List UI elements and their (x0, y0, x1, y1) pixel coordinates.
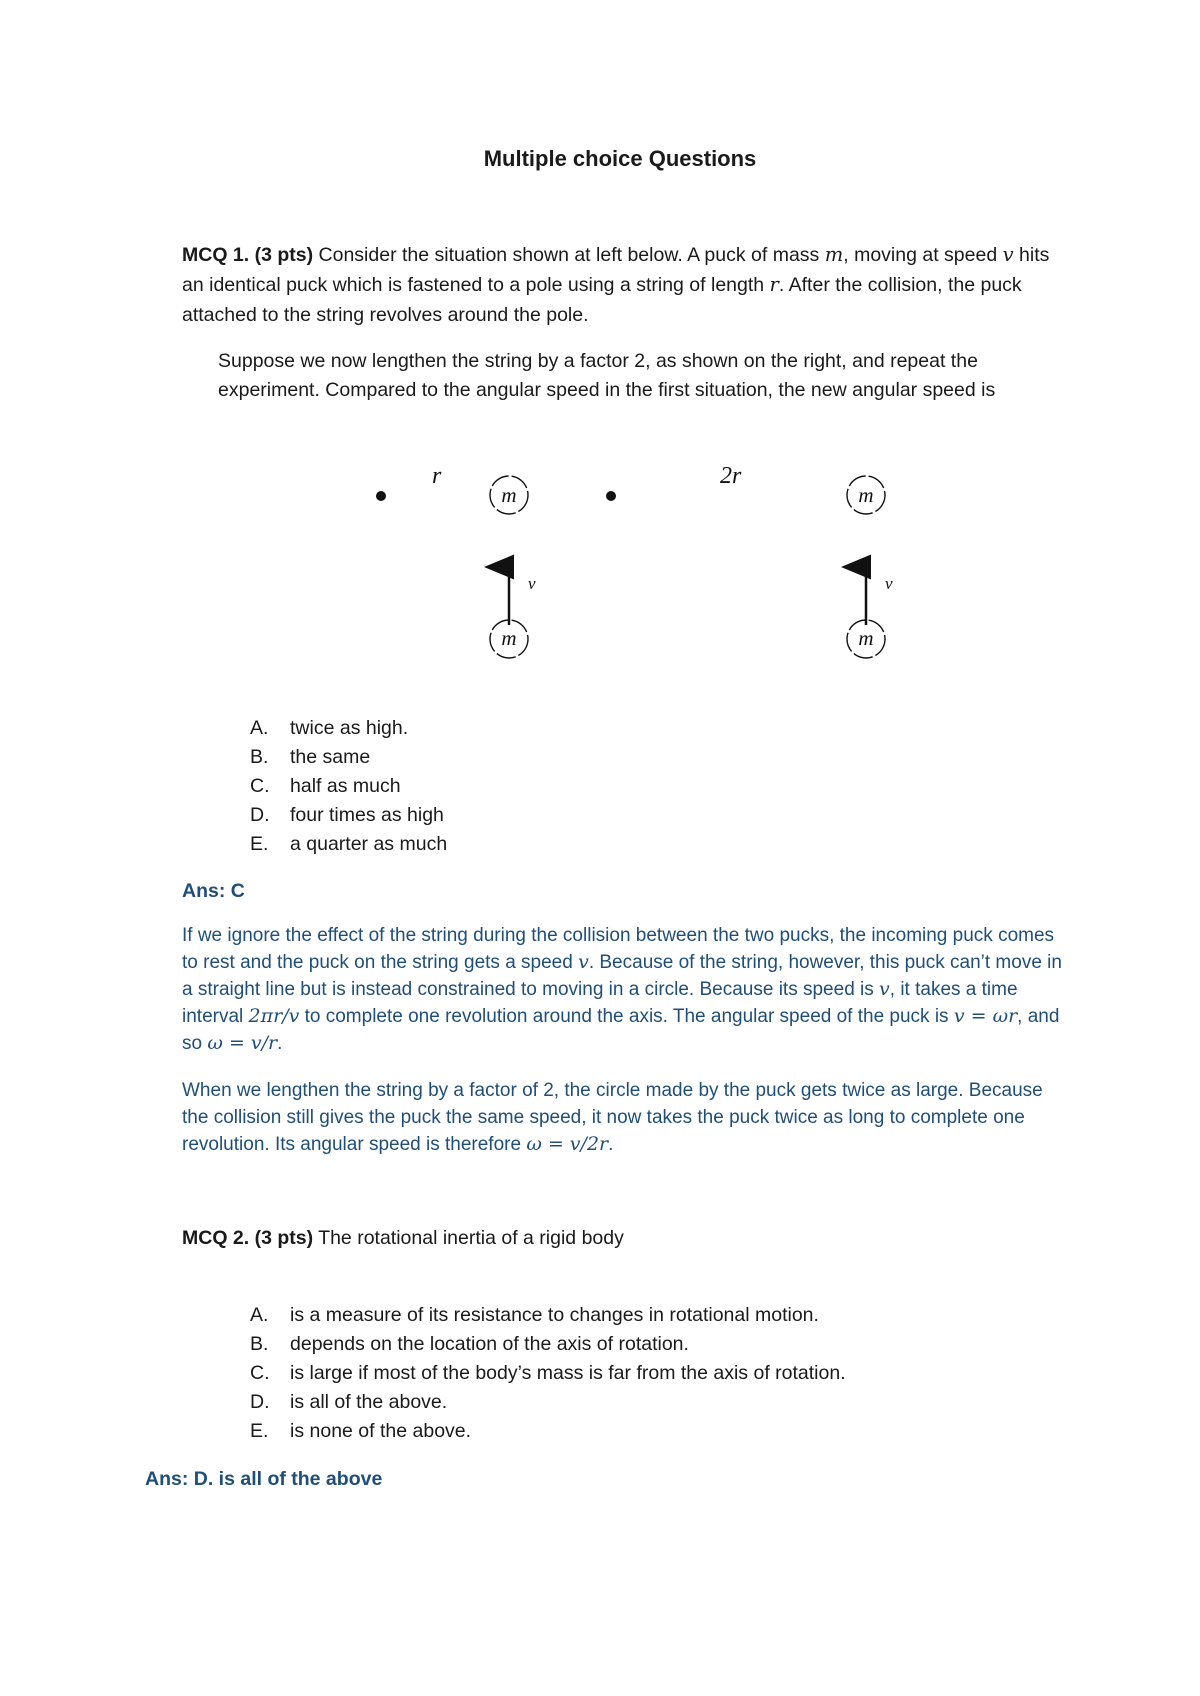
math-omega-2r: ω = v/2r (526, 1133, 609, 1155)
option-e[interactable] (250, 830, 447, 859)
mcq2-stem-text: The rotational inertia of a rigid body (313, 1227, 624, 1249)
mcq2-answer: Ans: D. is all of the above (145, 1468, 383, 1490)
math-omega: ω = v/r (207, 1032, 278, 1054)
mcq1-explanation-1 (182, 922, 1062, 1057)
puck-label: m (858, 483, 874, 507)
option-e[interactable] (250, 1417, 846, 1446)
option-text: is none of the above. (290, 1420, 472, 1442)
option-b[interactable] (250, 1330, 846, 1359)
explanation-text: When we lengthen the string by a factor of 2, the circle made by the puck gets twice as large. Because the collision still gives the puck the same speed, it now takes the puck twice as long to complete one revolution. Its angular speed is therefore (182, 1080, 1043, 1155)
math-v: v (879, 978, 890, 1000)
option-text: is all of the above. (290, 1391, 448, 1413)
page-title: Multiple choice Questions (483, 146, 757, 171)
option-letter: A. (250, 717, 269, 739)
math-r: r (769, 273, 779, 296)
mcq2-options (250, 1301, 846, 1446)
mcq1-stem-text: Consider the situation shown at left below. A puck of mass (313, 244, 825, 266)
option-letter: B. (250, 746, 269, 768)
option-letter: A. (250, 1304, 269, 1326)
pole-dot-left (376, 491, 386, 501)
option-d[interactable] (250, 801, 447, 830)
mcq2-label: MCQ 2. (182, 1227, 250, 1249)
option-d[interactable] (250, 1388, 846, 1417)
mcq1-points: (3 pts) (254, 244, 314, 266)
puck-label: m (501, 483, 517, 507)
mcq2-points: (3 pts) (254, 1227, 314, 1249)
explanation-text: If we ignore the effect of the string during the collision between the two pucks, the incoming puck comes to rest and the puck on the string gets a speed (182, 925, 1055, 973)
explanation-text: . (608, 1134, 614, 1155)
mcq1-stem (182, 240, 1062, 330)
mcq1-stem-text: hits an identical puck which is fastened to a pole using a string of length (182, 244, 1050, 296)
option-text: four times as high (290, 804, 444, 826)
puck-label: m (858, 626, 874, 650)
option-letter: C. (250, 1362, 270, 1384)
option-text: half as much (290, 775, 401, 797)
option-text: twice as high. (290, 717, 409, 739)
option-text: depends on the location of the axis of rotation. (290, 1333, 689, 1355)
mcq1-stem-text: , moving at speed (843, 244, 1003, 266)
mcq1-stem-2: Suppose we now lengthen the string by a factor 2, as shown on the right, and repeat the experiment. Compared to the angular speed in the first situation, the new angular speed is (218, 350, 996, 401)
explanation-text: . Because of the string, however, this puck can’t move in a straight line but is instead constrained to moving in a circle. Because its speed is (182, 952, 1062, 1000)
math-v: v (578, 951, 589, 973)
option-text: is a measure of its resistance to changes in rotational motion. (290, 1304, 819, 1326)
explanation-text: to complete one revolution around the axis. The angular speed of the puck is (299, 1006, 954, 1027)
velocity-label: v (528, 574, 536, 593)
math-v: v (1002, 243, 1014, 266)
explanation-text: , it takes a time interval (182, 979, 1018, 1027)
option-a[interactable] (250, 714, 447, 743)
puck-label: m (501, 626, 517, 650)
option-letter: B. (250, 1333, 269, 1355)
explanation-text: , and so (182, 1006, 1060, 1054)
option-letter: D. (250, 804, 270, 826)
option-text: a quarter as much (290, 833, 448, 855)
pole-dot-right (606, 491, 616, 501)
option-letter: E. (250, 1420, 269, 1442)
explanation-text: . (277, 1033, 283, 1054)
option-letter: D. (250, 1391, 270, 1413)
mcq1-answer: Ans: C (182, 880, 245, 902)
mcq1-explanation-2 (182, 1077, 1062, 1158)
option-letter: E. (250, 833, 269, 855)
length-label-right: 2r (720, 463, 742, 489)
option-a[interactable] (250, 1301, 846, 1330)
option-text: the same (290, 746, 371, 768)
mcq1-stem-text: . After the collision, the puck attached to the string revolves around the pole. (182, 274, 1022, 326)
option-b[interactable] (250, 743, 447, 772)
mcq1-options (250, 714, 447, 859)
option-c[interactable] (250, 772, 447, 801)
length-label-left: r (432, 463, 442, 489)
math-m: m (824, 243, 844, 266)
math-period: 2πr/v (248, 1005, 300, 1027)
puck-collision-figure (0, 455, 1200, 670)
mcq2-stem (182, 1223, 1062, 1253)
math-v-omega-r: v = ωr (953, 1005, 1018, 1027)
mcq1-label: MCQ 1. (182, 244, 250, 266)
option-c[interactable] (250, 1359, 846, 1388)
option-text: is large if most of the body’s mass is far from the axis of rotation. (290, 1362, 846, 1384)
velocity-label: v (885, 574, 893, 593)
option-letter: C. (250, 775, 270, 797)
